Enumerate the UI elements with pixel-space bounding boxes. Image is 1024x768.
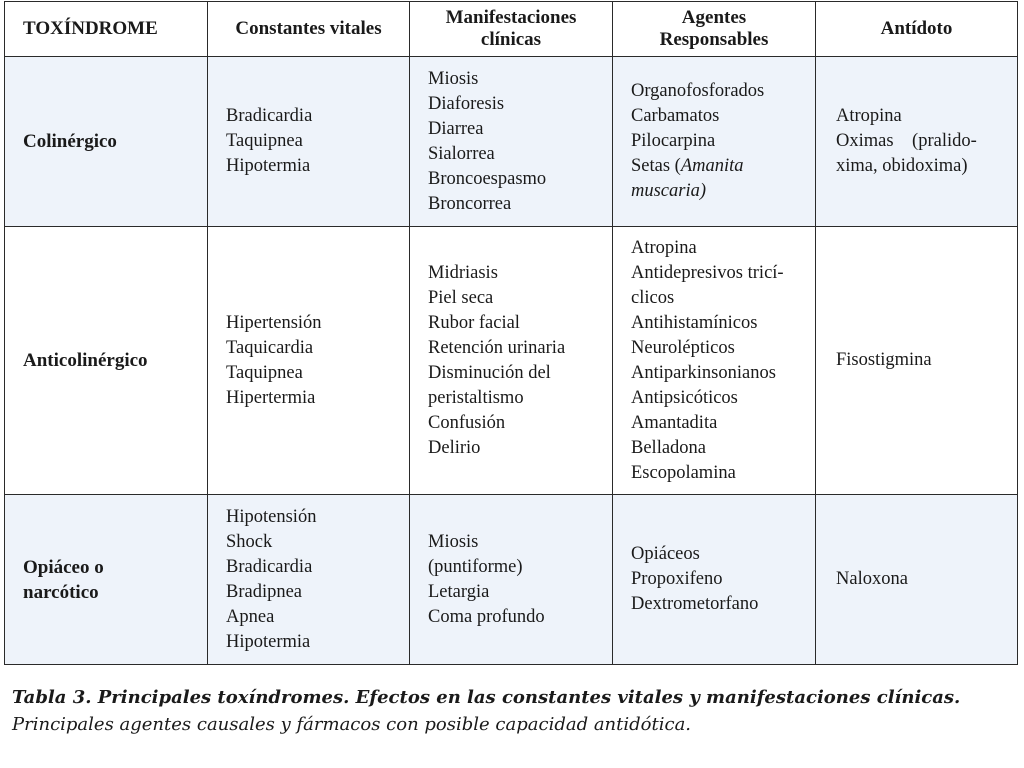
vitals-cell (208, 57, 410, 227)
list-item: Amantadita (631, 412, 718, 433)
table-row (5, 495, 1018, 665)
list-item: Confusión (428, 412, 506, 433)
header-toxindrome: TOXÍNDROME (5, 2, 208, 57)
list-item: Bradicardia (226, 106, 313, 126)
list-item: Antidepresivos tricí- (631, 262, 784, 283)
list-item: Belladona (631, 437, 707, 458)
antidote-cell (816, 227, 1018, 495)
list-item: Miosis (428, 531, 479, 552)
table-row (5, 57, 1018, 227)
header-manifestations (410, 2, 613, 57)
header-manifestations-line1: Manifestaciones (445, 7, 577, 28)
toxidrome-name-line2: narcótico (23, 581, 99, 603)
list-item: Diaforesis (428, 93, 505, 114)
agents-cell (613, 495, 816, 665)
list-item: Taquipnea (226, 131, 303, 151)
caption-subtitle: Principales agentes causales y fármacos con posible capacidad antidótica. (12, 714, 692, 735)
list-item-text: Setas ( (631, 156, 681, 176)
header-manifestations-line2: clínicas (480, 29, 542, 50)
manifestations-cell (410, 227, 613, 495)
toxidrome-name: Colinérgico (5, 57, 208, 227)
list-item: Hipotermia (226, 631, 311, 652)
list-item: Broncoespasmo (428, 168, 547, 189)
list-item: Fisostigmina (836, 350, 932, 370)
toxidrome-table (4, 1, 1018, 665)
header-agents-line1: Agentes (681, 7, 747, 28)
list-item: Atropina (836, 106, 902, 126)
manifestations-cell (410, 57, 613, 227)
list-item: Broncorrea (428, 193, 512, 214)
list-item: Letargia (428, 581, 490, 602)
header-antidote: Antídoto (816, 2, 1018, 57)
list-item: Disminución del (428, 362, 551, 383)
table-row (5, 227, 1018, 495)
list-item: Antihistamínicos (631, 312, 758, 333)
list-item: Hipotermia (226, 156, 311, 176)
list-item: Pilocarpina (631, 131, 716, 151)
table-caption (12, 684, 1012, 738)
list-item: Atropina (631, 237, 697, 258)
list-item: Propoxifeno (631, 569, 723, 589)
list-item: Neurolépticos (631, 337, 735, 358)
list-item: clicos (631, 287, 675, 308)
list-item: Escopolamina (631, 462, 736, 483)
agents-cell (613, 227, 816, 495)
antidote-cell (816, 495, 1018, 665)
list-item: Carbamatos (631, 106, 720, 126)
list-item: Hipotensión (226, 506, 317, 527)
list-item-italic: Amanita (680, 156, 744, 176)
agents-cell (613, 57, 816, 227)
vitals-cell (208, 495, 410, 665)
toxidrome-name (5, 495, 208, 665)
antidote-cell (816, 57, 1018, 227)
list-item: Sialorrea (428, 143, 495, 164)
list-item: Taquicardia (226, 337, 314, 358)
list-item: Antipsicóticos (631, 387, 738, 408)
list-item: muscaria) (631, 181, 707, 201)
manifestations-cell (410, 495, 613, 665)
list-item (631, 154, 815, 179)
header-agents (613, 2, 816, 57)
list-item: Dextrometorfano (631, 594, 759, 614)
list-item: Opiáceos (631, 544, 700, 564)
list-item: Organofosforados (631, 81, 765, 101)
list-item: Antiparkinsonianos (631, 362, 776, 383)
list-item: Shock (226, 531, 273, 552)
list-item: Hipertermia (226, 387, 316, 408)
list-item: Oximas (pralido- (836, 131, 977, 151)
list-item: Hipertensión (226, 312, 322, 333)
list-item: Apnea (226, 606, 275, 627)
header-vitals: Constantes vitales (208, 2, 410, 57)
list-item: Diarrea (428, 118, 484, 139)
list-item: Bradicardia (226, 556, 313, 577)
toxidrome-table-container (4, 1, 1017, 665)
list-item: xima, obidoxima) (836, 156, 968, 176)
list-item: Rubor facial (428, 312, 520, 333)
header-row (5, 2, 1018, 57)
header-agents-line2: Responsables (659, 29, 769, 50)
list-item: (puntiforme) (428, 556, 523, 577)
vitals-cell (208, 227, 410, 495)
toxidrome-name: Anticolinérgico (5, 227, 208, 495)
list-item: peristaltismo (428, 387, 524, 408)
caption-title: Tabla 3. Principales toxíndromes. Efectos en las constantes vitales y manifestaciones clínicas. (12, 687, 961, 708)
list-item: Naloxona (836, 569, 908, 589)
list-item: Coma profundo (428, 606, 545, 627)
list-item: Taquipnea (226, 362, 303, 383)
list-item: Midriasis (428, 262, 498, 283)
list-item: Bradipnea (226, 581, 303, 602)
list-item: Retención urinaria (428, 337, 566, 358)
toxidrome-name-line1: Opiáceo o (23, 556, 104, 578)
list-item: Piel seca (428, 287, 494, 308)
list-item: Miosis (428, 68, 479, 89)
list-item: Delirio (428, 437, 481, 458)
